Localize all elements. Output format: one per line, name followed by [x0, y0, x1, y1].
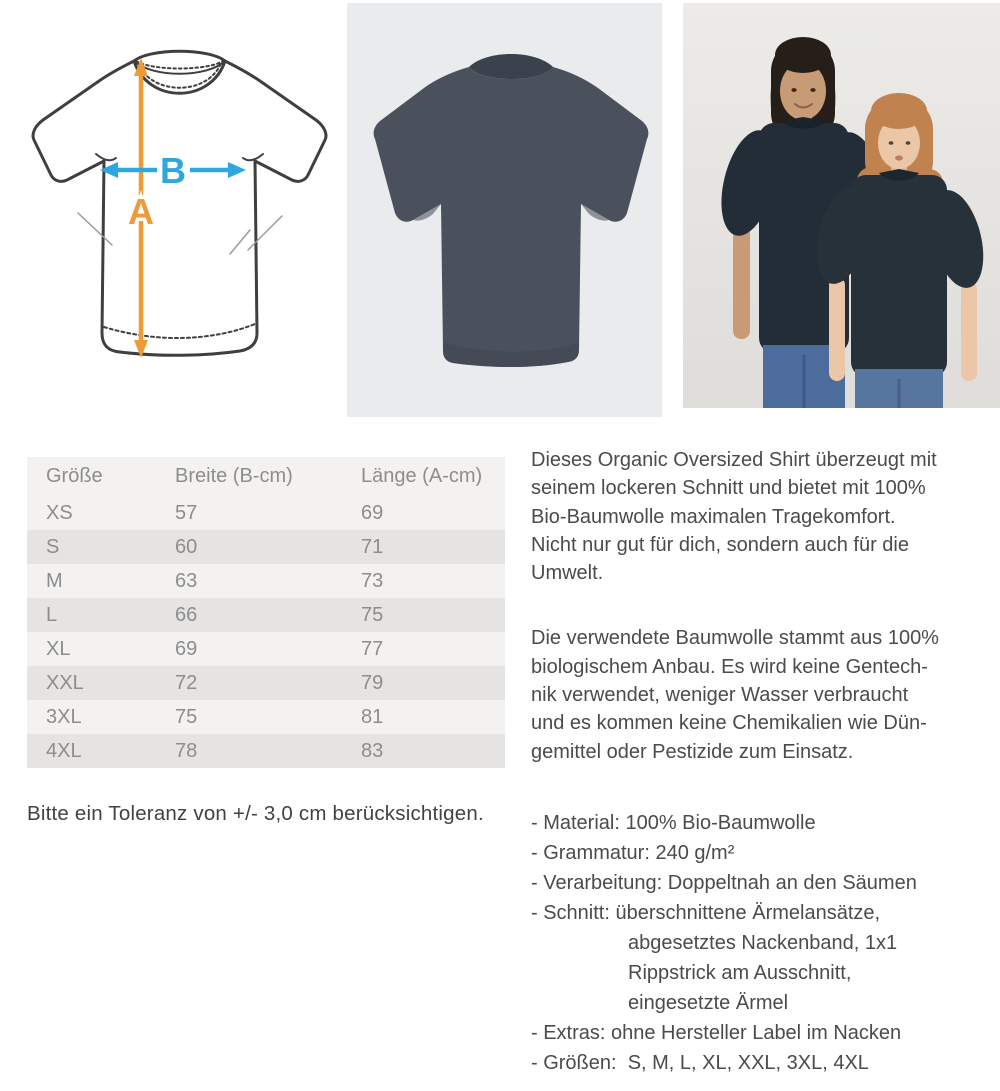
- breite-cell: 69: [175, 637, 198, 660]
- col-header-laenge: Länge (A-cm): [361, 465, 483, 487]
- models-photo-graphic: [683, 3, 1000, 408]
- attribute-groessen: - Größen: S, M, L, XL, XXL, 3XL, 4XL: [531, 1051, 869, 1074]
- table-row: [27, 564, 505, 598]
- laenge-cell: 79: [361, 671, 384, 694]
- breite-cell: 66: [175, 603, 198, 626]
- laenge-cell: 83: [361, 739, 384, 762]
- col-header-breite: Breite (B-cm): [175, 465, 293, 487]
- tshirt-measurement-diagram: [10, 28, 340, 390]
- measure-b-label: B: [160, 150, 186, 191]
- attribute-grammatur: - Grammatur: 240 g/m²: [531, 841, 735, 864]
- laenge-cell: 69: [361, 501, 384, 524]
- breite-cell: 60: [175, 535, 198, 558]
- size-cell: XXL: [46, 671, 84, 694]
- breite-cell: 72: [175, 671, 198, 694]
- laenge-cell: 73: [361, 569, 384, 592]
- laenge-cell: 77: [361, 637, 384, 660]
- col-header-groesse: Größe: [46, 465, 103, 487]
- product-photo-graphic: [347, 3, 662, 417]
- size-cell: 3XL: [46, 705, 82, 728]
- tolerance-note: Bitte ein Toleranz von +/- 3,0 cm berücksichtigen.: [27, 801, 484, 825]
- size-diagram-image[interactable]: [10, 28, 340, 390]
- size-cell: M: [46, 569, 63, 592]
- text-line: Nicht nur gut für dich, sondern auch für die: [531, 533, 909, 556]
- text-line: biologischem Anbau. Es wird keine Gentech-: [531, 655, 928, 678]
- table-row: [27, 700, 505, 734]
- attribute-material: - Material: 100% Bio-Baumwolle: [531, 811, 816, 834]
- text-line: Die verwendete Baumwolle stammt aus 100%: [531, 627, 939, 650]
- size-table: [27, 457, 505, 768]
- text-line: Bio-Baumwolle maximalen Tragekomfort.: [531, 505, 896, 528]
- table-row: [27, 530, 505, 564]
- description-paragraph-1: [531, 446, 993, 587]
- text-line: und es kommen keine Chemikalien wie Dün-: [531, 712, 927, 735]
- size-table-header-row: [27, 457, 505, 496]
- text-line: nik verwendet, weniger Wasser verbraucht: [531, 684, 909, 707]
- models-photo[interactable]: [683, 3, 1000, 408]
- tshirt-outline: [33, 51, 326, 355]
- text-line: Umwelt.: [531, 562, 604, 585]
- breite-cell: 57: [175, 501, 198, 524]
- product-description: [531, 446, 993, 1078]
- breite-cell: 63: [175, 569, 198, 592]
- laenge-cell: 71: [361, 535, 384, 558]
- text-line: seinem lockeren Schnitt und bietet mit 100%: [531, 477, 926, 500]
- breite-cell: 78: [175, 739, 198, 762]
- size-cell: S: [46, 535, 60, 558]
- attribute-verarbeitung: - Verarbeitung: Doppeltnah an den Säumen: [531, 871, 917, 894]
- size-table-container: [27, 457, 505, 768]
- size-cell: XS: [46, 501, 73, 524]
- table-row: [27, 666, 505, 700]
- attribute-schnitt-continued: Rippstrick am Ausschnitt,: [628, 961, 852, 984]
- text-line: gemittel oder Pestizide zum Einsatz.: [531, 740, 854, 763]
- table-row: [27, 734, 505, 768]
- product-photo[interactable]: [347, 3, 662, 417]
- attribute-extras: - Extras: ohne Hersteller Label im Nacken: [531, 1021, 902, 1044]
- size-cell: 4XL: [46, 739, 82, 762]
- attribute-schnitt-continued: eingesetzte Ärmel: [628, 991, 789, 1014]
- text-line: Dieses Organic Oversized Shirt überzeugt mit: [531, 449, 937, 471]
- table-row: [27, 496, 505, 530]
- breite-cell: 75: [175, 705, 198, 728]
- laenge-cell: 81: [361, 705, 384, 728]
- table-row: [27, 632, 505, 666]
- attribute-schnitt: - Schnitt: überschnittene Ärmelansätze,: [531, 901, 881, 924]
- measure-a-label: A: [128, 191, 154, 232]
- laenge-cell: 75: [361, 603, 384, 626]
- attribute-schnitt-continued: abgesetztes Nackenband, 1x1: [628, 931, 898, 954]
- product-attributes-list: [531, 808, 993, 1078]
- size-cell: XL: [46, 637, 71, 660]
- size-cell: L: [46, 603, 58, 626]
- description-paragraph-2: [531, 624, 993, 765]
- table-row: [27, 598, 505, 632]
